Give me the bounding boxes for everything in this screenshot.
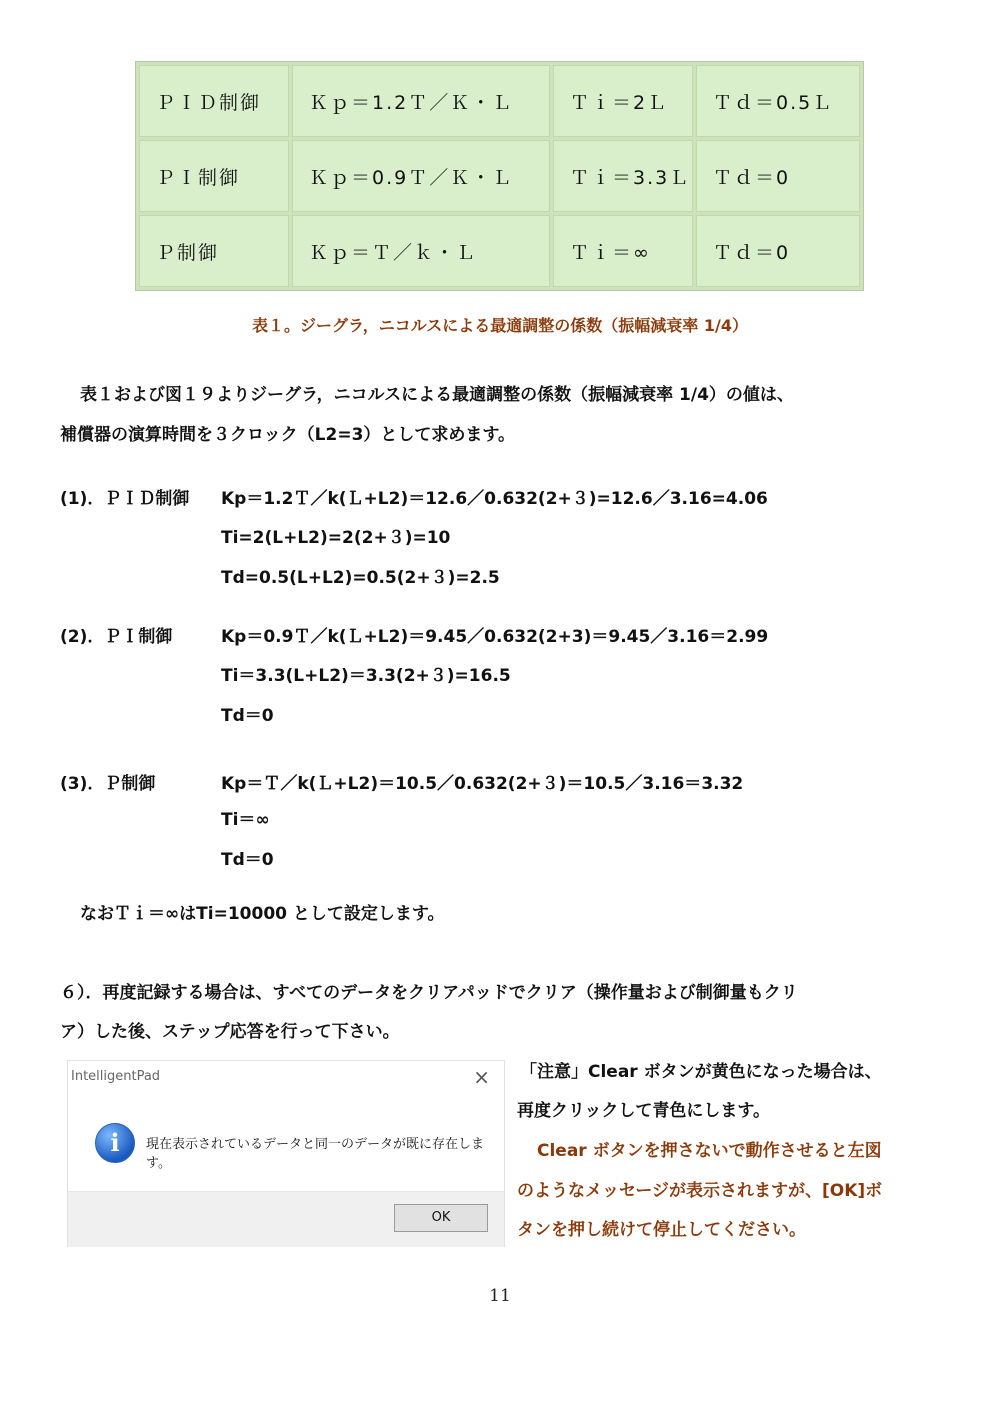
pi-kp-result: 2.99 bbox=[726, 627, 769, 647]
pi-td-expression: Td＝ bbox=[221, 706, 262, 726]
table-cell-mode: Ｐ制御 bbox=[139, 215, 289, 287]
side-note-line-3: Clear ボタンを押さないで動作させると左図 bbox=[537, 1141, 882, 1161]
close-icon[interactable]: × bbox=[473, 1065, 490, 1089]
info-icon: i bbox=[95, 1123, 135, 1163]
pid-td-result: 2.5 bbox=[469, 568, 500, 588]
page-number: 11 bbox=[489, 1286, 511, 1306]
pid-ti-expression: Ti=2(L+L2)=2(2+３)= bbox=[221, 528, 427, 548]
side-note-line-5: タンを押し続けて停止してください。 bbox=[517, 1220, 806, 1240]
table-cell-ti: Ｔｉ＝2Ｌ bbox=[553, 65, 693, 137]
p-ti-formula bbox=[221, 805, 270, 830]
table-cell-td: Ｔｄ＝0 bbox=[696, 215, 860, 287]
side-note-line-1: 「注意」Clear ボタンが黄色になった場合は、 bbox=[520, 1062, 882, 1082]
pi-label: (2)．ＰＩ制御 bbox=[60, 627, 173, 647]
pid-kp-result: 4.06 bbox=[725, 489, 768, 509]
pi-td-result: 0 bbox=[261, 706, 274, 726]
pid-ti-formula bbox=[221, 523, 450, 548]
table-row bbox=[139, 215, 860, 287]
intro-line-2: 補償器の演算時間を３クロック（L2=3）として求めます。 bbox=[60, 425, 516, 445]
dialog-title: IntelligentPad bbox=[71, 1069, 161, 1084]
pi-ti-result: 16.5 bbox=[468, 666, 511, 686]
message-dialog bbox=[67, 1060, 505, 1247]
table-cell-td: Ｔｄ＝0 bbox=[696, 140, 860, 212]
table-cell-mode: ＰＩＤ制御 bbox=[139, 65, 289, 137]
table-cell-kp: Ｋｐ＝0.9Ｔ／Ｋ・Ｌ bbox=[292, 140, 550, 212]
pid-label: (1)．ＰＩＤ制御 bbox=[60, 489, 190, 509]
p-label: (3)．Ｐ制御 bbox=[60, 774, 156, 794]
side-note-line-4: のようなメッセージが表示されますが、[OK]ボ bbox=[517, 1181, 883, 1201]
pi-td-formula bbox=[221, 701, 274, 726]
p-td-formula bbox=[221, 845, 274, 870]
p-ti-result: ∞ bbox=[255, 810, 270, 830]
p-kp-expression: Kp＝Ｔ／k(Ｌ+L2)＝10.5／0.632(2+３)＝10.5／3.16＝ bbox=[221, 774, 702, 794]
pi-kp-formula bbox=[221, 622, 768, 647]
table-cell-mode: ＰＩ制御 bbox=[139, 140, 289, 212]
step6-line-2: ア）した後、ステップ応答を行って下さい。 bbox=[60, 1022, 400, 1042]
intro-line-1: 表１および図１９よりジーグラ，ニコルスによる最適調整の係数（振幅減衰率 1/4）の値は、 bbox=[80, 385, 794, 405]
pid-td-formula bbox=[221, 563, 500, 588]
p-td-expression: Td＝ bbox=[221, 850, 262, 870]
pid-kp-expression: Kp＝1.2Ｔ／k(Ｌ+L2)＝12.6／0.632(2+３)=12.6／3.16= bbox=[221, 489, 726, 509]
step6-line-1: ６）．再度記録する場合は、すべてのデータをクリアパッドでクリア（操作量および制御量もクリ bbox=[60, 983, 798, 1003]
table-cell-td: Ｔｄ＝0.5Ｌ bbox=[696, 65, 860, 137]
pid-td-expression: Td=0.5(L+L2)=0.5(2+３)= bbox=[221, 568, 470, 588]
p-kp-result: 3.32 bbox=[701, 774, 744, 794]
table-cell-kp: Ｋｐ＝Ｔ／ｋ・Ｌ bbox=[292, 215, 550, 287]
table-caption: 表１。ジーグラ，ニコルスによる最適調整の係数（振幅減衰率 1/4） bbox=[252, 316, 748, 335]
table-row bbox=[139, 140, 860, 212]
pid-ti-result: 10 bbox=[426, 528, 451, 548]
table-cell-kp: Ｋｐ＝1.2Ｔ／Ｋ・Ｌ bbox=[292, 65, 550, 137]
p-td-result: 0 bbox=[261, 850, 274, 870]
p-kp-formula bbox=[221, 769, 743, 794]
table-cell-ti: Ｔｉ＝3.3Ｌ bbox=[553, 140, 693, 212]
pi-ti-expression: Ti＝3.3(L+L2)＝3.3(2+３)= bbox=[221, 666, 469, 686]
ok-button[interactable]: OK bbox=[394, 1204, 488, 1232]
coefficient-table bbox=[135, 61, 864, 291]
p-ti-expression: Ti＝ bbox=[221, 810, 256, 830]
dialog-message: 現在表示されているデータと同一のデータが既に存在します。 bbox=[146, 1137, 485, 1171]
table-cell-ti: Ｔｉ＝∞ bbox=[553, 215, 693, 287]
pi-ti-formula bbox=[221, 661, 511, 686]
infinity-note: なおＴｉ＝∞はTi=10000 として設定します。 bbox=[80, 904, 445, 924]
pid-kp-formula bbox=[221, 484, 768, 509]
pi-kp-expression: Kp＝0.9Ｔ／k(Ｌ+L2)＝9.45／0.632(2+3)＝9.45／3.16＝ bbox=[221, 627, 727, 647]
side-note-line-2: 再度クリックして青色にします。 bbox=[517, 1101, 770, 1121]
table-row bbox=[139, 65, 860, 137]
